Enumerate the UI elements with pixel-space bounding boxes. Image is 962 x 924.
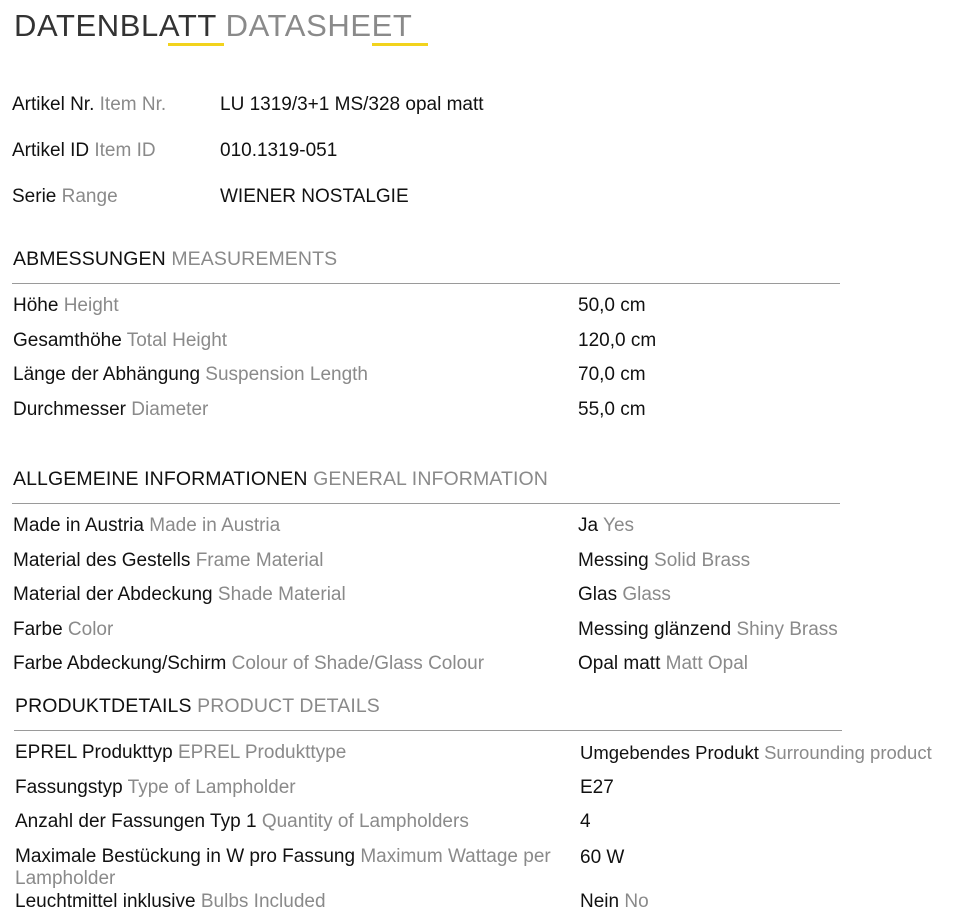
frame-material-value-de: Messing <box>578 550 649 571</box>
shade-material-value-de: Glas <box>578 584 618 605</box>
height-label-en: Height <box>63 295 119 316</box>
diameter-value: 55,0 cm <box>578 399 646 420</box>
article-number-label-en: Item Nr. <box>99 94 167 115</box>
frame-material-label-de: Material des Gestells <box>13 550 191 571</box>
shade-material-value-en: Glass <box>622 584 671 605</box>
frame-material-label-en: Frame Material <box>195 550 324 571</box>
bulbs-label-de: Leuchtmittel inklusive <box>15 891 196 912</box>
article-number-value: LU 1319/3+1 MS/328 opal matt <box>220 94 484 115</box>
article-id-value: 010.1319-051 <box>220 140 338 161</box>
general-section-title <box>13 467 548 491</box>
general-divider <box>12 503 840 504</box>
title-accent-underline-2 <box>372 43 428 46</box>
bulbs-value-de: Nein <box>580 891 620 912</box>
eprel-value-en: Surrounding product <box>764 742 932 763</box>
suspension-length-value: 70,0 cm <box>578 364 646 385</box>
color-label-de: Farbe <box>13 619 63 640</box>
article-id-row <box>12 139 337 163</box>
lampholder-type-label-en: Type of Lampholder <box>127 777 296 798</box>
series-value: WIENER NOSTALGIE <box>220 186 409 207</box>
diameter-label-en: Diameter <box>131 399 209 420</box>
color-label-en: Color <box>67 619 114 640</box>
article-number-label-de: Artikel Nr. <box>12 94 95 115</box>
eprel-value-de: Umgebendes Produkt <box>580 742 759 763</box>
bulbs-label-en: Bulbs Included <box>200 891 326 912</box>
shade-color-label-de: Farbe Abdeckung/Schirm <box>13 653 227 674</box>
diameter-label-de: Durchmesser <box>13 399 126 420</box>
suspension-length-label-de: Länge der Abhängung <box>13 364 201 385</box>
lampholder-qty-label-de: Anzahl der Fassungen Typ 1 <box>15 811 257 832</box>
max-wattage-label-de: Maximale Bestückung in W pro Fassung <box>15 846 356 867</box>
height-label-de: Höhe <box>13 295 59 316</box>
product-row-max-wattage <box>15 846 960 892</box>
lampholder-type-label-de: Fassungstyp <box>15 777 123 798</box>
total-height-label-en: Total Height <box>126 330 228 351</box>
shade-color-label-en: Colour of Shade/Glass Colour <box>231 653 485 674</box>
product-title-en: PRODUCT DETAILS <box>197 695 380 717</box>
title-accent-underline-1 <box>168 43 224 46</box>
general-title-de: ALLGEMEINE INFORMATIONEN <box>13 468 308 490</box>
eprel-label-de: EPREL Produkttyp <box>15 742 173 763</box>
height-value: 50,0 cm <box>578 295 646 316</box>
made-in-label-en: Made in Austria <box>149 515 281 536</box>
product-title-de: PRODUKTDETAILS <box>15 695 192 717</box>
bulbs-value-en: No <box>624 891 649 912</box>
total-height-value: 120,0 cm <box>578 330 657 351</box>
shade-material-label-de: Material der Abdeckung <box>13 584 213 605</box>
shade-color-value-en: Matt Opal <box>665 653 749 674</box>
color-value-de: Messing glänzend <box>578 619 732 640</box>
shade-color-value-de: Opal matt <box>578 653 661 674</box>
measurements-title-en: MEASUREMENTS <box>171 248 338 270</box>
lampholder-qty-label-en: Quantity of Lampholders <box>261 811 469 832</box>
total-height-label-de: Gesamthöhe <box>13 330 122 351</box>
title-en: DATASHEET <box>225 8 413 43</box>
series-label-en: Range <box>61 186 118 207</box>
page-title <box>14 6 412 46</box>
general-title-en: GENERAL INFORMATION <box>313 468 548 490</box>
max-wattage-value: 60 W <box>580 847 625 868</box>
series-label-de: Serie <box>12 186 57 207</box>
made-in-value-en: Yes <box>603 515 635 536</box>
product-section-title <box>15 694 380 718</box>
lampholder-qty-value: 4 <box>580 811 591 832</box>
suspension-length-label-en: Suspension Length <box>205 364 368 385</box>
product-divider <box>14 730 842 731</box>
title-de: DATENBLATT <box>14 8 217 43</box>
lampholder-type-value: E27 <box>580 777 614 798</box>
made-in-value-de: Ja <box>578 515 599 536</box>
measurements-divider <box>12 283 840 284</box>
shade-material-label-en: Shade Material <box>217 584 346 605</box>
measurements-title-de: ABMESSUNGEN <box>13 248 166 270</box>
made-in-label-de: Made in Austria <box>13 515 144 536</box>
article-number-row <box>12 93 484 117</box>
frame-material-value-en: Solid Brass <box>654 550 751 571</box>
article-id-label-de: Artikel ID <box>12 140 90 161</box>
color-value-en: Shiny Brass <box>736 619 838 640</box>
series-row <box>12 185 409 209</box>
max-wattage-label-en: Maximum Wattage per Lampholder <box>15 846 551 889</box>
article-id-label-en: Item ID <box>94 140 156 161</box>
measurements-section-title <box>13 247 337 271</box>
eprel-label-en: EPREL Produkttype <box>178 742 347 763</box>
